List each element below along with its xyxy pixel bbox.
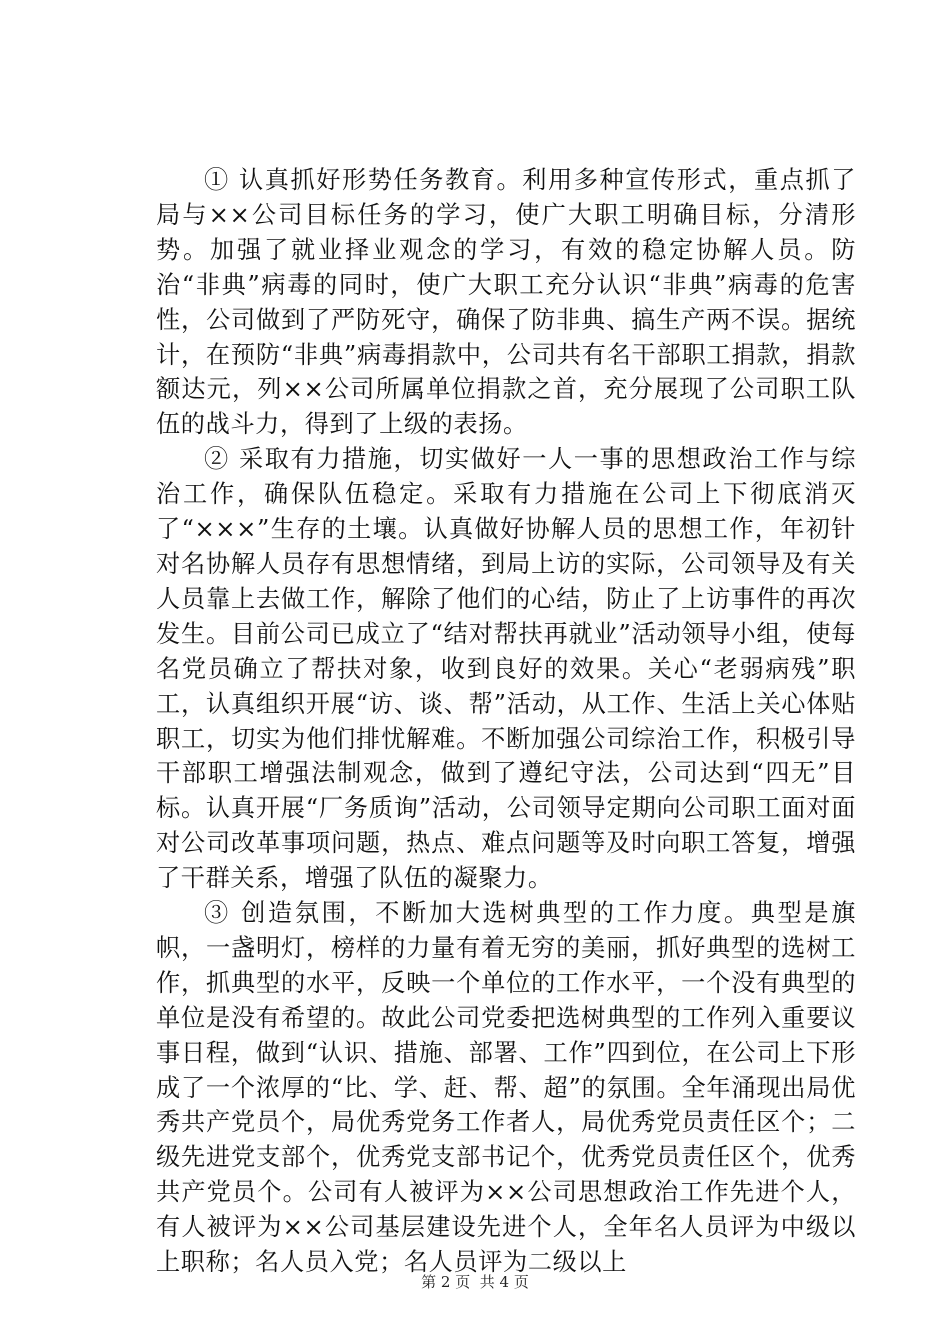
document-body [156, 163, 856, 1280]
paragraph-2: ② 采取有力措施，切实做好一人一事的思想政治工作与综治工作，确保队伍稳定。采取有力措施在公司上下彻底消灭了“×××”生存的土壤。认真做好协解人员的思想工作，年初针对名协解人员存有思想情绪，到局上访的实际，公司领导及有关人员靠上去做工作，解除了他们的心结，防止了上访事件的再次发生。目前公司已成立了“结对帮扶再就业”活动领导小组，使每名党员确立了帮扶对象，收到良好的效果。关心“老弱病残”职工，认真组织开展“访、谈、帮”活动，从工作、生活上关心体贴职工，切实为他们排忧解难。不断加强公司综治工作，积极引导干部职工增强法制观念，做到了遵纪守法，公司达到“四无”目标。认真开展“厂务质询”活动，公司领导定期向公司职工面对面对公司改革事项问题，热点、难点问题等及时向职工答复，增强了干群关系，增强了队伍的凝聚力。 [156, 445, 856, 893]
page-total: 共 4 页 [479, 1273, 529, 1291]
paragraph-1: ① 认真抓好形势任务教育。利用多种宣传形式，重点抓了局与××公司目标任务的学习，使广大职工明确目标，分清形势。加强了就业择业观念的学习，有效的稳定协解人员。防治“非典”病毒的同时，使广大职工充分认识“非典”病毒的危害性，公司做到了严防死守，确保了防非典、搞生产两不误。据统计，在预防“非典”病毒捐款中，公司共有名干部职工捐款，捐款额达元，列××公司所属单位捐款之首，充分展现了公司职工队伍的战斗力，得到了上级的表扬。 [156, 166, 856, 439]
paragraph-3: ③ 创造氛围，不断加大选树典型的工作力度。典型是旗帜，一盏明灯，榜样的力量有着无穷的美丽，抓好典型的选树工作，抓典型的水平，反映一个单位的工作水平，一个没有典型的单位是没有希望的。故此公司党委把选树典型的工作列入重要议事日程，做到“认识、措施、部署、工作”四到位，在公司上下形成了一个浓厚的“比、学、赶、帮、超”的氛围。全年涌现出局优秀共产党员个，局优秀党务工作者人，局优秀党员责任区个；二级先进党支部个，优秀党支部书记个，优秀党员责任区个，优秀共产党员个。公司有人被评为××公司思想政治工作先进个人，有人被评为××公司基层建设先进个人，全年名人员评为中级以上职称；名人员入党；名人员评为二级以上 [156, 899, 856, 1277]
page-number: 第 2 页 [421, 1273, 471, 1291]
page-footer [0, 1272, 950, 1292]
